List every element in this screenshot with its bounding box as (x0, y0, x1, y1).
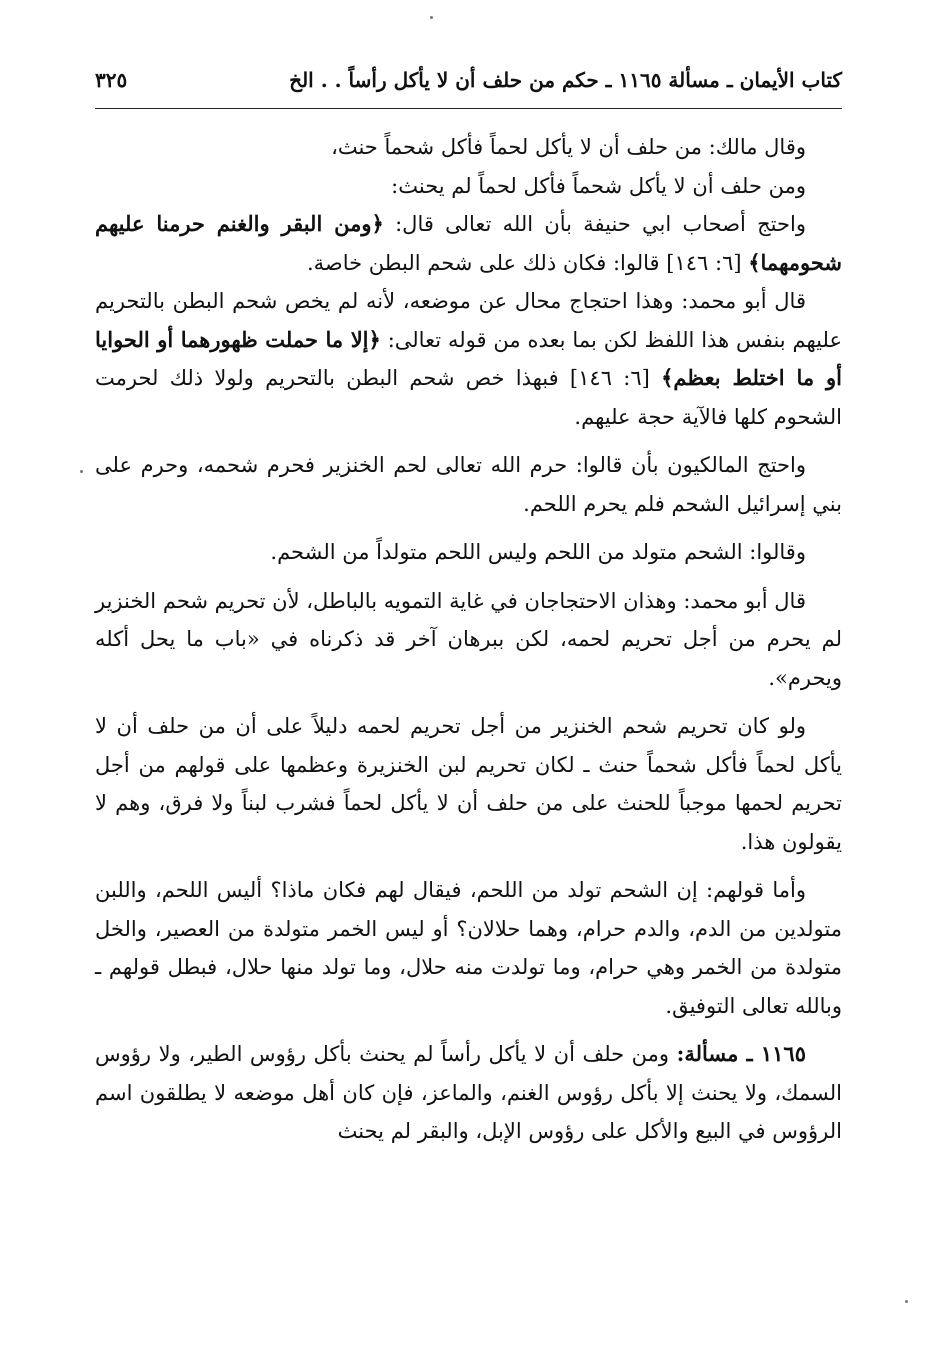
paragraph-10 (95, 1035, 842, 1151)
paragraph-3-intro: واحتج أصحاب ابي حنيفة بأن الله تعالى قال: (383, 212, 806, 236)
scan-speck (80, 470, 83, 473)
quran-quote-2: ﴿إلا ما حملت ظهورهما أو الحوايا أو ما اختلط بعظم﴾ (95, 326, 843, 390)
paragraph-4-rest: [٦: ١٤٦] فبهذا خص شحم البطن بالتحريم ولولا ذلك لحرمت الشحوم كلها فالآية حجة عليهم. (95, 366, 842, 429)
scan-speck (905, 1300, 908, 1303)
paragraph-3-rest: [٦: ١٤٦] قالوا: فكان ذلك على شحم البطن خاصة. (306, 250, 749, 275)
paragraph-4-intro: قال أبو محمد: وهذا احتجاج محال عن موضعه، لأنه لم يخص شحم البطن بالتحريم عليهم بنفس هذا اللفظ لكن بما بعده من قوله تعالى: (95, 289, 842, 352)
paragraph-3 (95, 205, 842, 282)
paragraph-4 (95, 282, 842, 436)
paragraph-5: واحتج المالكيون بأن قالوا: حرم الله تعالى لحم الخنزير فحرم شحمه، وحرم على بني إسرائيل الشحم فلم يحرم اللحم. (95, 453, 842, 516)
scan-speck (430, 16, 433, 19)
running-header (95, 58, 842, 102)
paragraph-7: قال أبو محمد: وهذان الاحتجاجان في غاية التمويه بالباطل، لأن تحريم شحم الخنزير لم يحرم من أجل تحريم لحمه، لكن ببرهان آخر قد ذكرناه في «باب ما يحل أكله ويحرم». (95, 588, 842, 690)
paragraph-6: وقالوا: الشحم متولد من اللحم وليس اللحم متولداً من الشحم. (270, 540, 806, 564)
header-divider (95, 108, 842, 109)
paragraph-8: ولو كان تحريم شحم الخنزير من أجل تحريم لحمه دليلاً على أن من حلف أن لا يأكل لحماً فأكل شحماً حنث ـ لكان تحريم لبن الخنزيرة وعظمها على قولهم من أجل تحريم لحمها موجباً للحنث على من حلف أن لا يأكل لحماً فشرب لبناً ولا فرق، وهم لا يقولون هذا. (95, 714, 842, 854)
paragraph-9: وأما قولهم: إن الشحم تولد من اللحم، فيقال لهم فكان ماذا؟ أليس اللحم، واللبن متولدين من الدم، والدم حرام، وهما حلالان؟ أو ليس الخمر متولدة من العصير، والخل متولدة من الخمر وهي حرام، وما تولدت منه حلال، وما تولد منها حلال، فبطل قولهم ـ وبالله تعالى التوفيق. (95, 878, 842, 1018)
paragraph-2: ومن حلف أن لا يأكل شحماً فأكل لحماً لم يحنث: (391, 173, 806, 198)
paragraph-1: وقال مالك: من حلف أن لا يأكل لحماً فأكل شحماً حنث، (331, 135, 806, 159)
page-number: ٣٢٥ (95, 68, 128, 92)
header-title: كتاب الأيمان ـ مسألة ١١٦٥ ـ حكم من حلف أن لا يأكل رأساً . . الخ (289, 68, 842, 92)
page-body (95, 128, 842, 1151)
paragraph-10-text: ومن حلف أن لا يأكل رأساً لم يحنث بأكل رؤوس الطير، ولا رؤوس السمك، ولا يحنث إلا بأكل رؤوس الغنم، والماعز، فإن كان أهل موضعه لا يطلقون اسم الرؤوس في البيع والأكل على رؤوس الإبل، والبقر لم يحنث (95, 1042, 842, 1143)
quran-quote-1: ﴿ومن البقر والغنم حرمنا عليهم شحومهما﴾ (95, 211, 842, 275)
issue-number-label: ١١٦٥ ـ مسألة: (676, 1041, 806, 1066)
